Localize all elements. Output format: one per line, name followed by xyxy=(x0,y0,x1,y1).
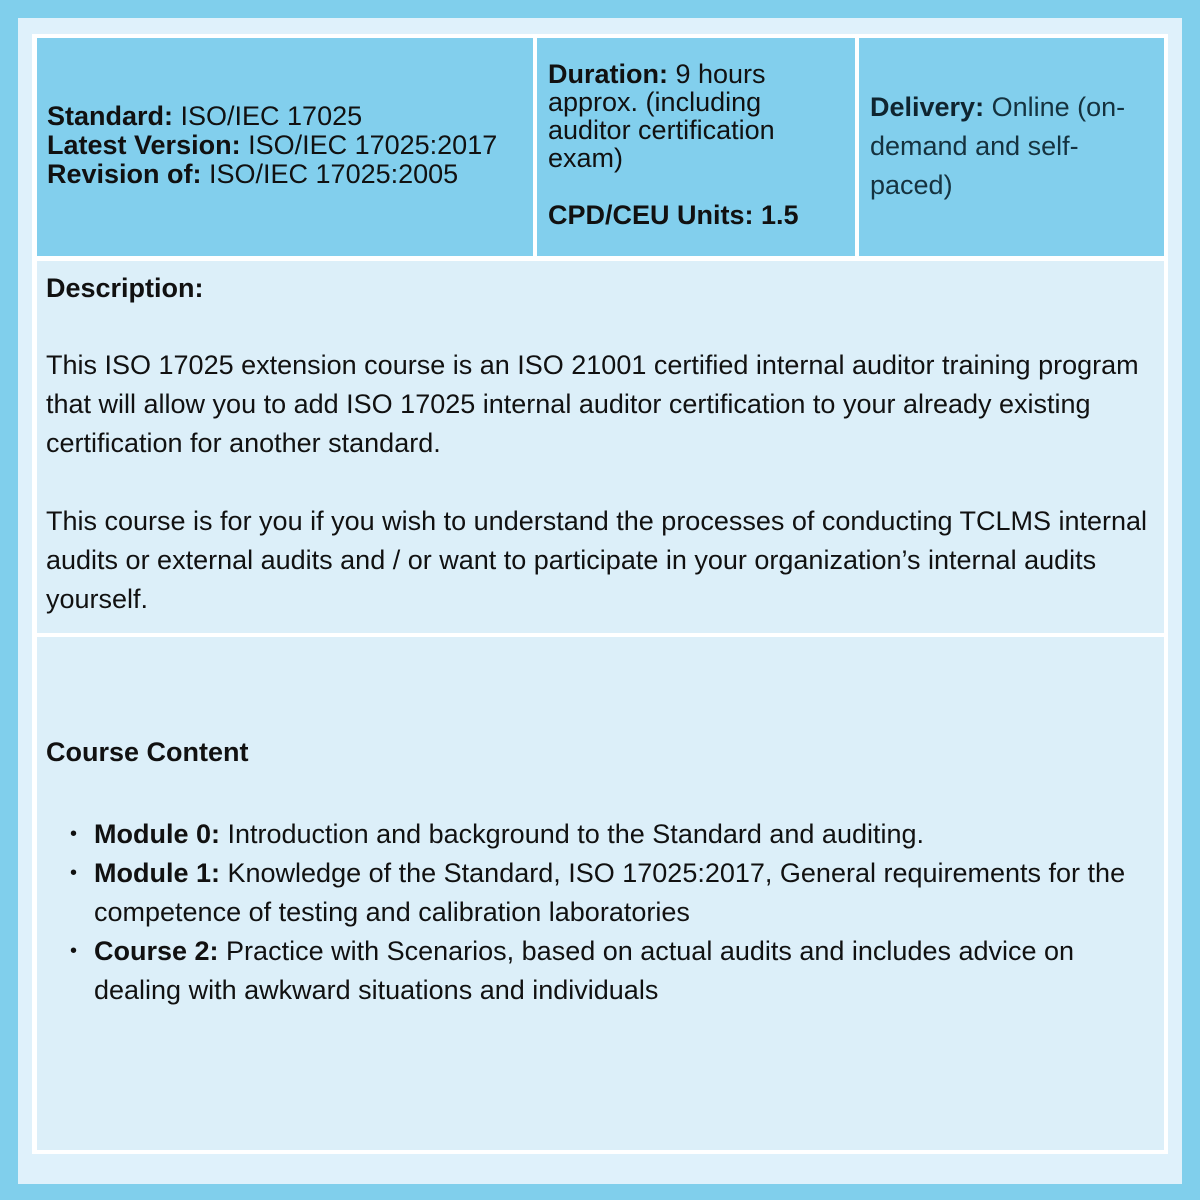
course-content-title: Course Content xyxy=(46,737,249,767)
cpd-units: CPD/CEU Units: 1.5 xyxy=(548,200,799,230)
list-item xyxy=(46,854,1146,932)
revision-of-label: Revision of: xyxy=(47,159,202,189)
bullet-icon: • xyxy=(70,940,78,962)
delivery-cell xyxy=(859,38,1164,256)
duration-info xyxy=(548,60,848,172)
description-title: Description: xyxy=(46,273,204,303)
list-item xyxy=(46,815,1146,854)
module-label: Module 0: xyxy=(94,819,220,849)
bullet-icon: • xyxy=(70,862,78,884)
course-content-cell xyxy=(37,637,1164,1150)
bullet-icon: • xyxy=(70,823,78,845)
duration-value: 9 hours approx. (including auditor certification exam) xyxy=(548,59,775,173)
duration-cell xyxy=(537,38,855,256)
module-text: Knowledge of the Standard, ISO 17025:2017, General requirements for the competence of testing and calibration laboratories xyxy=(94,858,1126,927)
standard-info xyxy=(47,102,497,189)
revision-of-value: ISO/IEC 17025:2005 xyxy=(201,159,459,189)
latest-version-value: ISO/IEC 17025:2017 xyxy=(240,130,498,160)
module-label: Module 1: xyxy=(94,858,220,888)
standard-label: Standard: xyxy=(47,101,174,131)
latest-version-label: Latest Version: xyxy=(47,130,241,160)
latest-version-row xyxy=(47,131,497,160)
standard-value: ISO/IEC 17025 xyxy=(173,101,363,131)
standard-row xyxy=(47,102,497,131)
module-text: Practice with Scenarios, based on actual audits and includes advice on dealing with awkward situations and individuals xyxy=(94,936,1075,1005)
module-text: Introduction and background to the Standard and auditing. xyxy=(220,819,925,849)
description-paragraph: This ISO 17025 extension course is an ISO 21001 certified internal auditor training program that will allow you to add ISO 17025 internal auditor certification to your already existing certification for another standard. xyxy=(46,350,1139,458)
delivery-label: Delivery: xyxy=(870,92,985,122)
description-cell xyxy=(37,261,1164,633)
description-paragraph: This course is for you if you wish to understand the processes of conducting TCLMS internal audits or external audits and / or want to participate in your organization’s internal audits yourself. xyxy=(46,506,1148,614)
revision-of-row xyxy=(47,160,497,189)
module-label: Course 2: xyxy=(94,936,219,966)
list-item xyxy=(46,932,1146,1010)
duration-label: Duration: xyxy=(548,59,668,89)
standard-cell xyxy=(37,38,533,256)
delivery-info xyxy=(870,88,1155,205)
delivery-value: Online (on-demand and self-paced) xyxy=(870,92,1126,200)
course-content-list xyxy=(46,815,1146,1010)
